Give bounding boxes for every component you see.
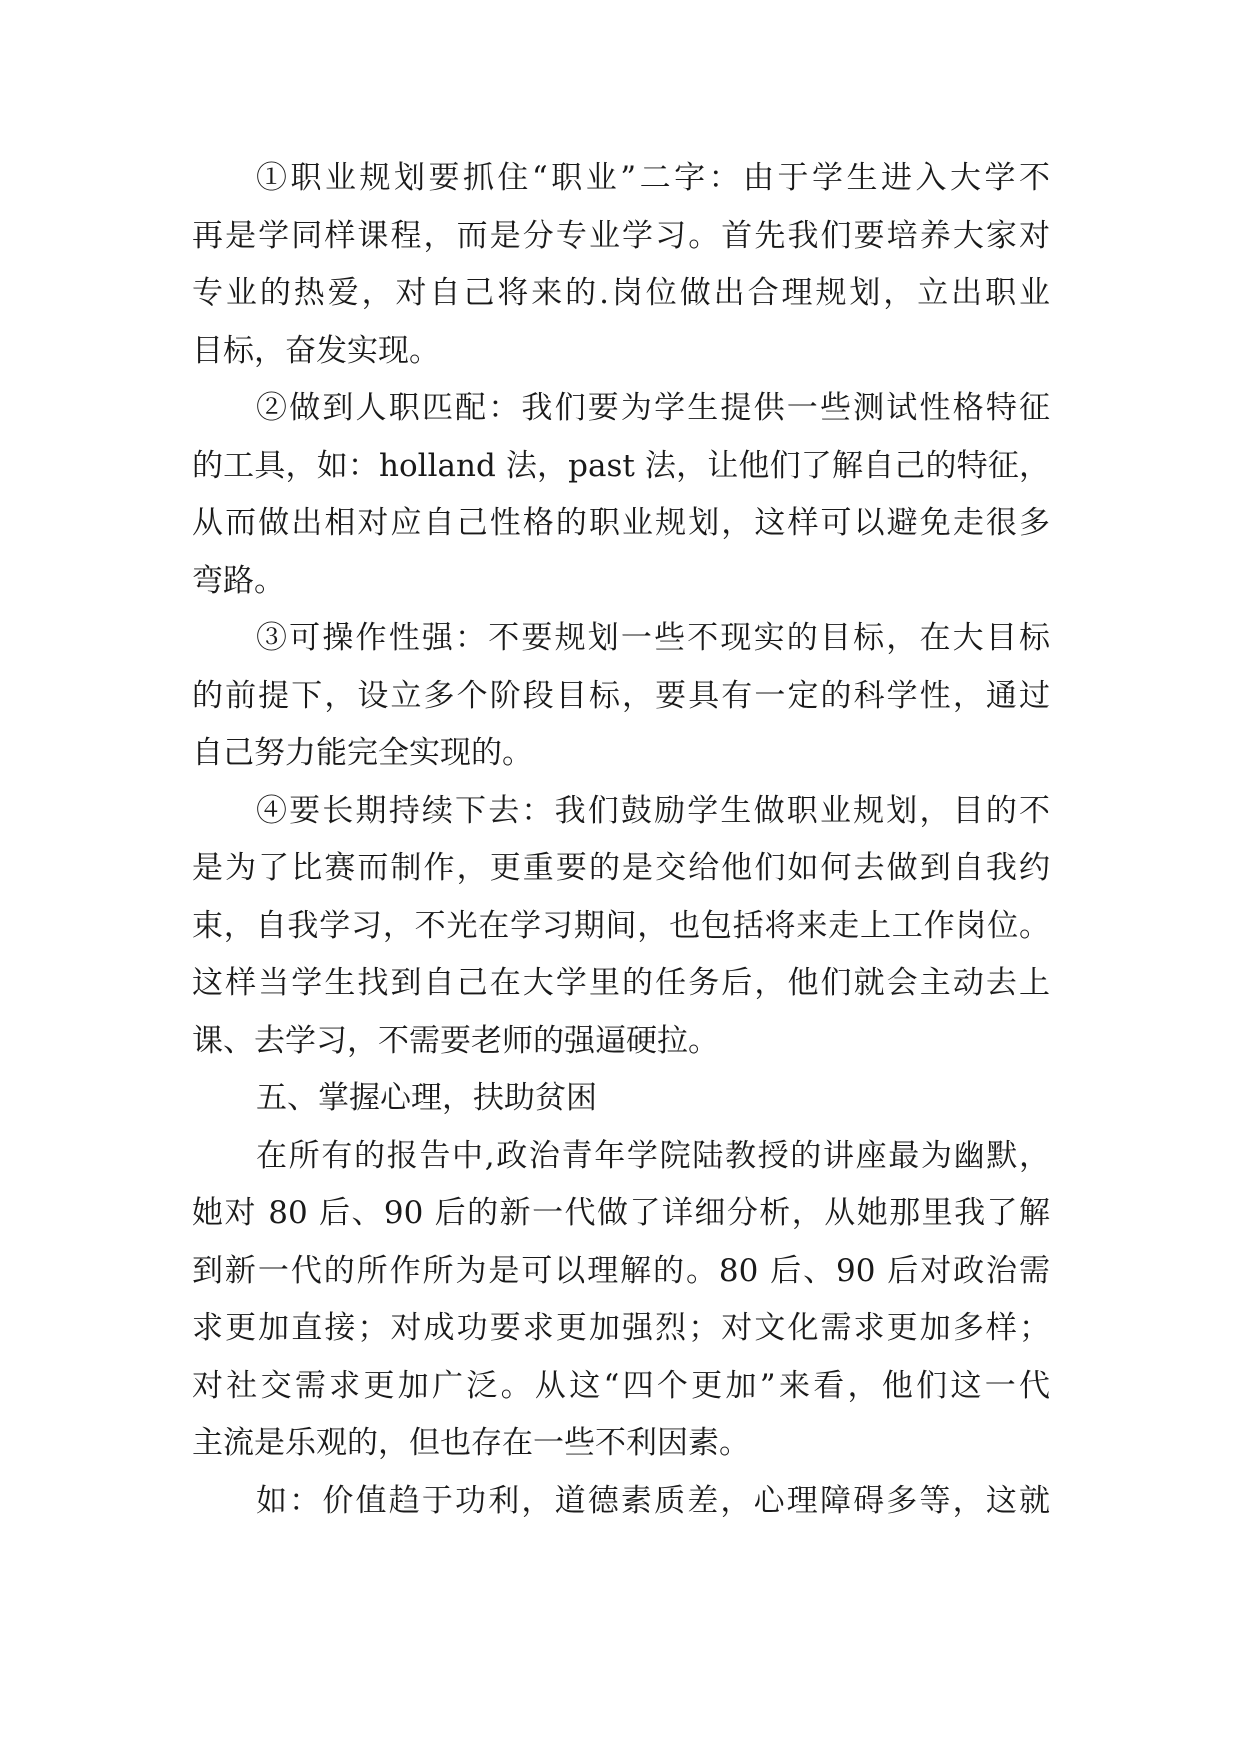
text-line: 求更加直接；对成功要求更加强烈；对文化需求更加多样； [192, 1310, 1050, 1346]
text-line: 这样当学生找到自己在大学里的任务后，他们就会主动去上 [192, 965, 1050, 1001]
text-line: 是为了比赛而制作，更重要的是交给他们如何去做到自我约 [192, 850, 1050, 886]
text-line: ④要长期持续下去：我们鼓励学生做职业规划，目的不 [256, 792, 1050, 829]
paragraph-examples [192, 1473, 1050, 1531]
text-line: 到新一代的所作所为是可以理解的。80 后、90 后对政治需 [192, 1252, 1050, 1289]
text-line: ②做到人职匹配：我们要为学生提供一些测试性格特征 [256, 390, 1050, 426]
paragraph-generation-analysis [192, 1128, 1050, 1473]
text-line: 如：价值趋于功利，道德素质差，心理障碍多等，这就 [256, 1482, 1050, 1519]
text-line: 主流是乐观的，但也存在一些不利因素。 [192, 1425, 750, 1461]
document-body [192, 150, 1050, 1530]
paragraph-operability [192, 610, 1050, 783]
text-line: 五、掌握心理，扶助贫困 [256, 1080, 597, 1116]
text-line: 她对 80 后、90 后的新一代做了详细分析，从她那里我了解 [192, 1195, 1050, 1231]
text-line: 课、去学习，不需要老师的强逼硬拉。 [192, 1022, 719, 1059]
text-line: 束，自我学习，不光在学习期间，也包括将来走上工作岗位。 [192, 907, 1050, 944]
text-line: 目标，奋发实现。 [192, 332, 440, 369]
text-line: 的工具，如：holland 法，past 法，让他们了解自己的特征， [192, 447, 1050, 484]
text-line: ③可操作性强：不要规划一些不现实的目标，在大目标 [256, 620, 1050, 656]
text-line: 自己努力能完全实现的。 [192, 735, 533, 771]
paragraph-long-term [192, 783, 1050, 1071]
text-line: 专业的热爱，对自己将来的.岗位做出合理规划，立出职业 [192, 275, 1050, 311]
section-heading [192, 1070, 1050, 1128]
text-line: 对社交需求更加广泛。从这“四个更加”来看，他们这一代 [192, 1367, 1050, 1404]
text-line: 的前提下，设立多个阶段目标，要具有一定的科学性，通过 [192, 677, 1050, 714]
paragraph-career-keyword [192, 150, 1050, 380]
text-line: 在所有的报告中,政治青年学院陆教授的讲座最为幽默， [256, 1137, 1050, 1174]
text-line: ①职业规划要抓住“职业”二字：由于学生进入大学不 [256, 160, 1050, 196]
text-line: 弯路。 [192, 562, 285, 599]
paragraph-person-job-match [192, 380, 1050, 610]
text-line: 从而做出相对应自己性格的职业规划，这样可以避免走很多 [192, 505, 1050, 541]
text-line: 再是学同样课程，而是分专业学习。首先我们要培养大家对 [192, 217, 1050, 254]
